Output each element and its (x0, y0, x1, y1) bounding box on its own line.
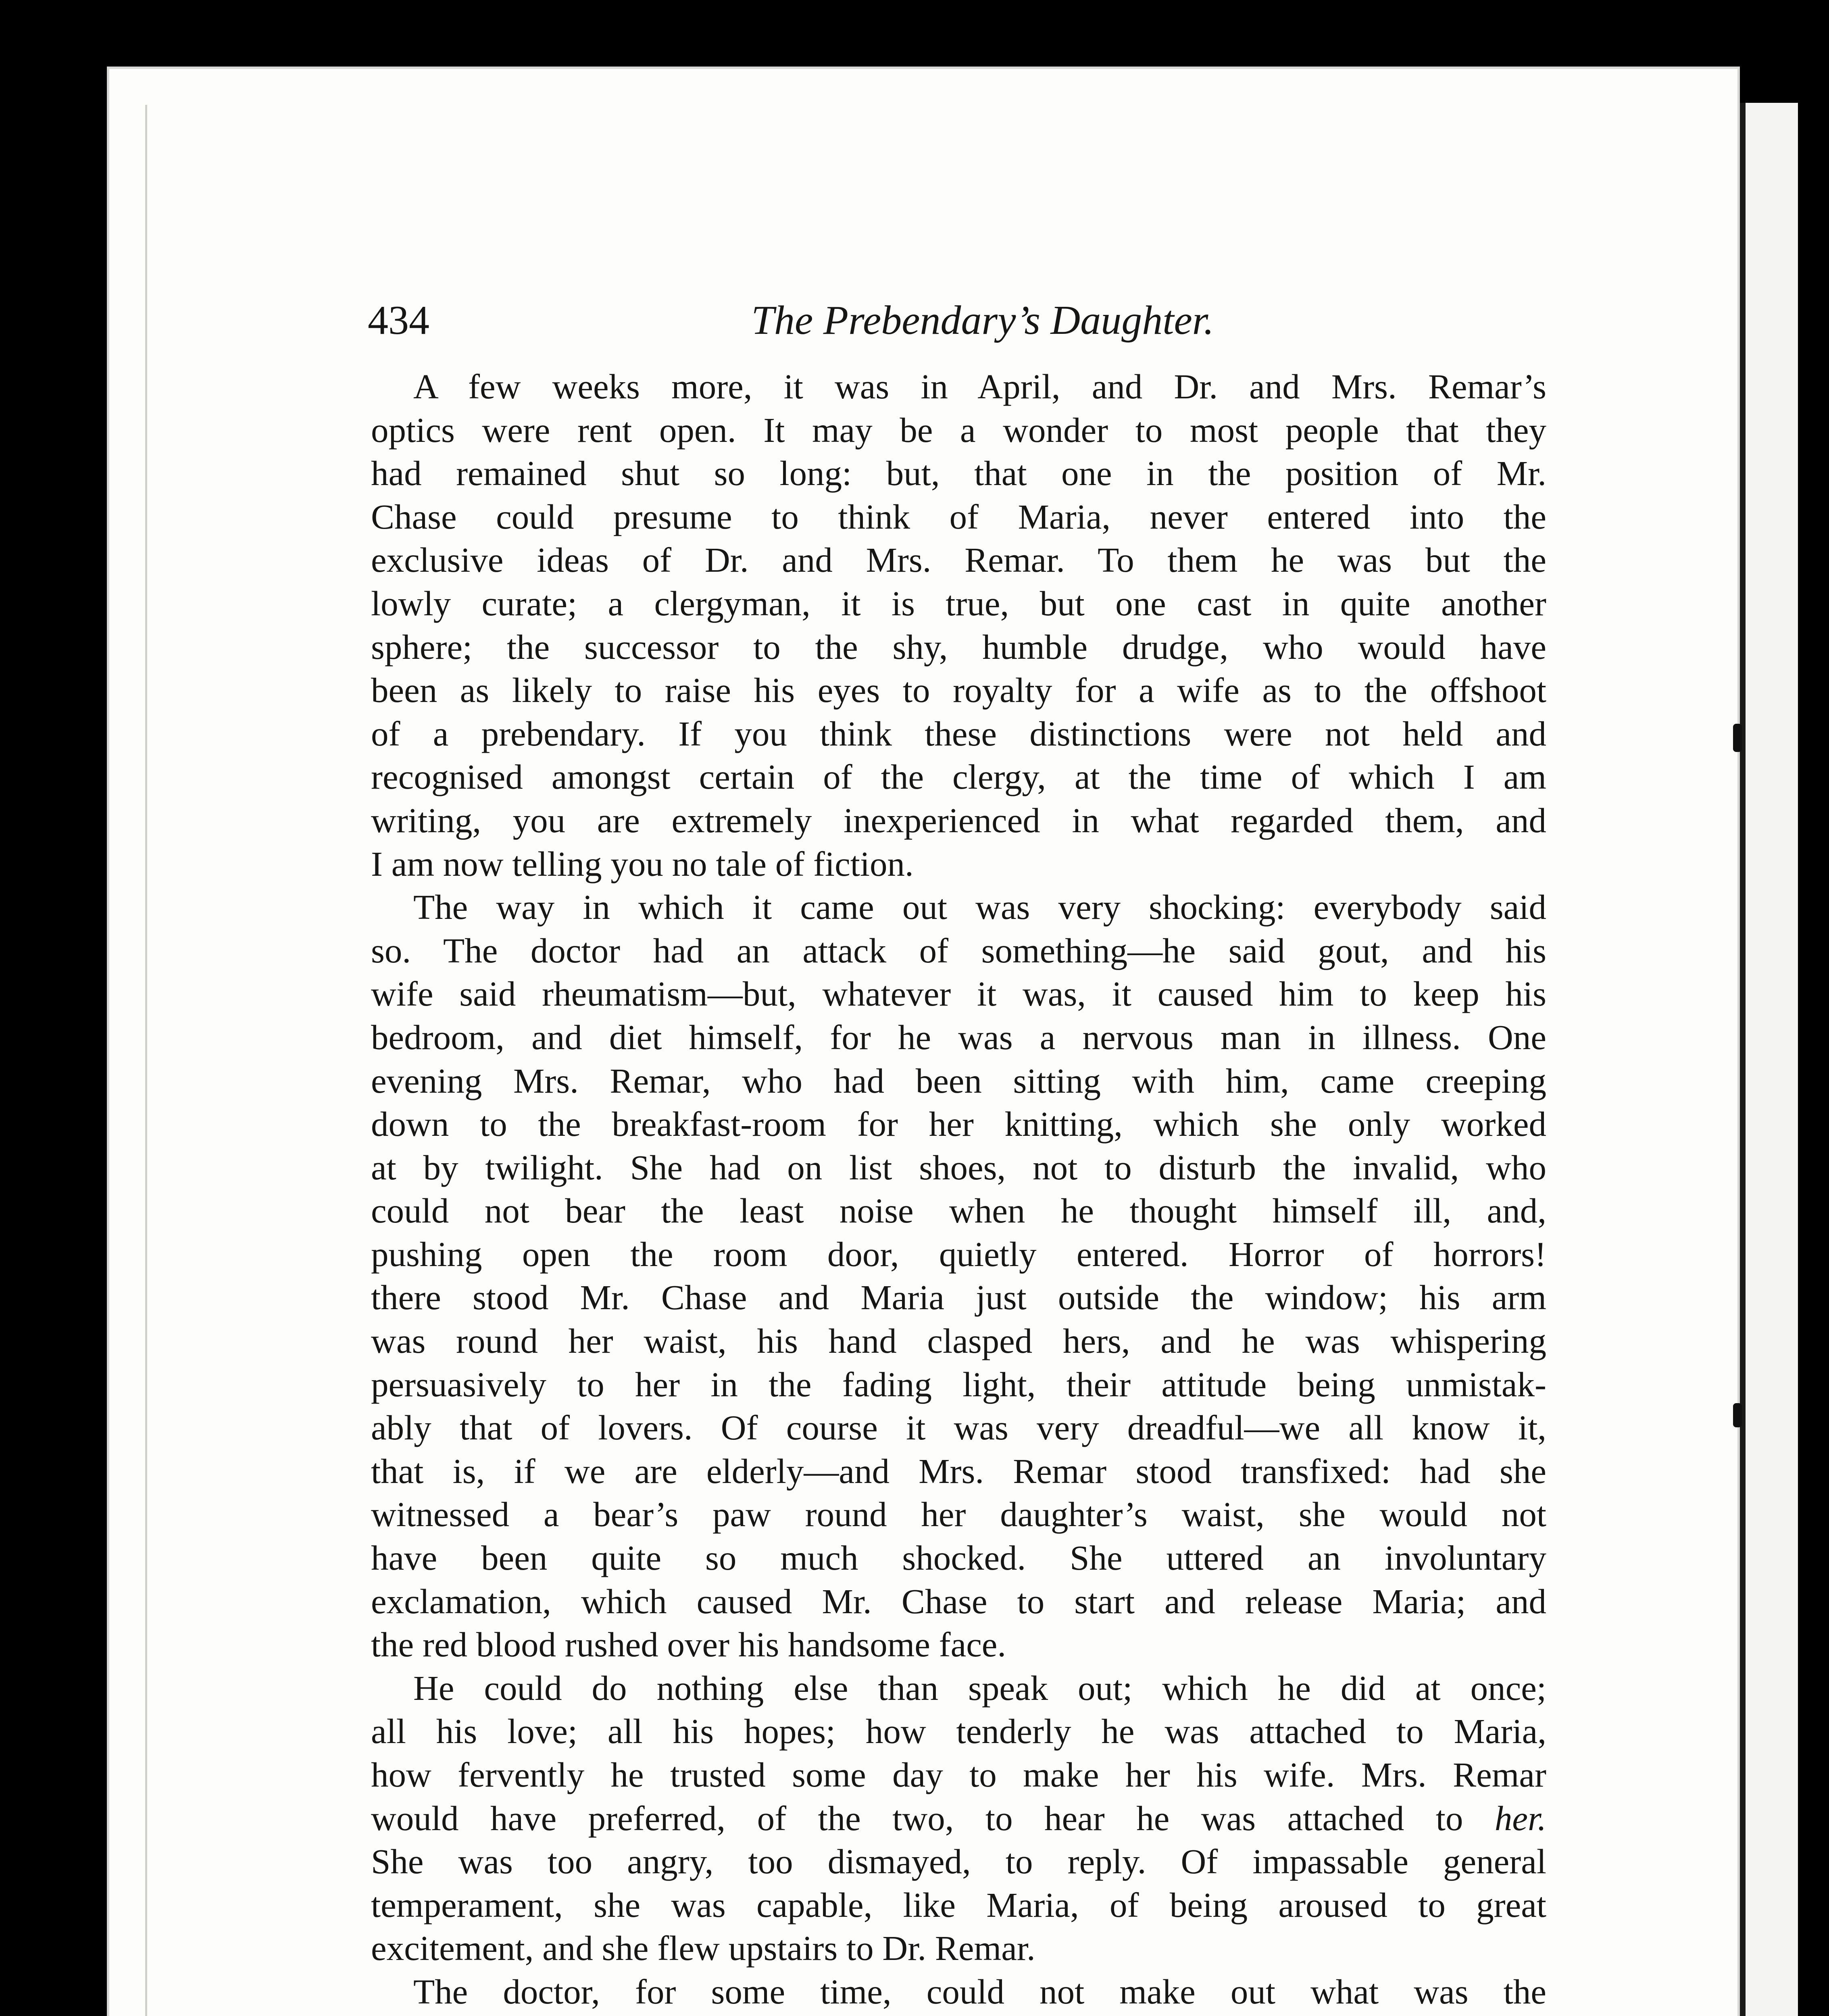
text-line: the red blood rushed over his handsome face. (371, 1625, 1006, 1664)
page-edge-mark (1733, 1403, 1742, 1427)
text-line: of a prebendary. If you think these distinctions were not held and (371, 714, 1546, 753)
text-line: would have preferred, of the two, to hear he was attached to her. (371, 1798, 1546, 1838)
text-line: there stood Mr. Chase and Maria just outside the window; his arm (371, 1278, 1546, 1317)
text-line: The doctor, for some time, could not make out what was the (413, 1972, 1546, 2011)
text-line: temperament, she was capable, like Maria, of being aroused to great (371, 1885, 1546, 1924)
text-line: how fervently he trusted some day to make her his wife. Mrs. Remar (371, 1755, 1546, 1794)
text-line: that is, if we are elderly—and Mrs. Remar stood transfixed: had she (371, 1451, 1546, 1491)
text-line: excitement, and she flew upstairs to Dr. Remar. (371, 1929, 1035, 1968)
body-text (371, 365, 1546, 2016)
running-head (368, 284, 1545, 357)
text-line: all his love; all his hopes; how tenderly he was attached to Maria, (371, 1712, 1546, 1751)
text-line: The way in which it came out was very shocking: everybody said (413, 887, 1546, 927)
text-line: bedroom, and diet himself, for he was a nervous man in illness. One (371, 1017, 1546, 1057)
text-line: so. The doctor had an attack of something—he said gout, and his (371, 931, 1546, 970)
text-line: persuasively to her in the fading light, their attitude being unmistak- (371, 1364, 1546, 1404)
text-line (371, 2014, 1546, 2016)
text-line: pushing open the room door, quietly entered. Horror of horrors! (371, 1234, 1546, 1274)
text-line: was round her waist, his hand clasped hers, and he was whispering (371, 1321, 1546, 1361)
running-title: The Prebendary’s Daughter. (751, 298, 1214, 343)
text-line: could not bear the least noise when he thought himself ill, and, (371, 1191, 1546, 1231)
text-line: Chase could presume to think of Maria, never entered into the (371, 497, 1546, 536)
text-line: witnessed a bear’s paw round her daughter’s waist, she would not (371, 1495, 1546, 1534)
text-line: He could do nothing else than speak out; which he did at once; (413, 1668, 1546, 1708)
text-line: lowly curate; a clergyman, it is true, but one cast in quite another (371, 583, 1546, 623)
text-line: exclamation, which caused Mr. Chase to start and release Maria; and (371, 1581, 1546, 1621)
text-line: exclusive ideas of Dr. and Mrs. Remar. To them he was but the (371, 540, 1546, 580)
paragraph (371, 1970, 1546, 2016)
page-edge-mark (1733, 724, 1742, 752)
text-line: She was too angry, too dismayed, to reply. Of impassable general (371, 1842, 1546, 1881)
text-line: optics were rent open. It may be a wonder to most people that they (371, 410, 1546, 450)
text-line: down to the breakfast-room for her knitting, which she only worked (371, 1104, 1546, 1144)
text-line: I am now telling you no tale of fiction. (371, 844, 914, 883)
text-line: recognised amongst certain of the clergy, at the time of which I am (371, 757, 1546, 797)
paragraph (371, 1666, 1546, 1970)
text-line: writing, you are extremely inexperienced in what regarded them, and (371, 800, 1546, 840)
facing-page-edge (1740, 103, 1798, 2016)
text-line: sphere; the successor to the shy, humble drudge, who would have (371, 627, 1546, 666)
page-number: 434 (368, 298, 429, 343)
paragraph (371, 365, 1546, 885)
text-line: been as likely to raise his eyes to royalty for a wife as to the offshoot (371, 671, 1546, 710)
text-line: wife said rheumatism—but, whatever it was, it caused him to keep his (371, 974, 1546, 1014)
text-line: ably that of lovers. Of course it was very dreadful—we all know it, (371, 1408, 1546, 1447)
text-line: have been quite so much shocked. She uttered an involuntary (371, 1538, 1546, 1578)
paragraph (371, 885, 1546, 1666)
text-line: had remained shut so long: but, that one in the position of Mr. (371, 454, 1546, 493)
text-line: evening Mrs. Remar, who had been sitting with him, came creeping (371, 1061, 1546, 1100)
text-line: at by twilight. She had on list shoes, not to disturb the invalid, who (371, 1148, 1546, 1187)
text-line: A few weeks more, it was in April, and Dr. and Mrs. Remar’s (413, 367, 1546, 406)
